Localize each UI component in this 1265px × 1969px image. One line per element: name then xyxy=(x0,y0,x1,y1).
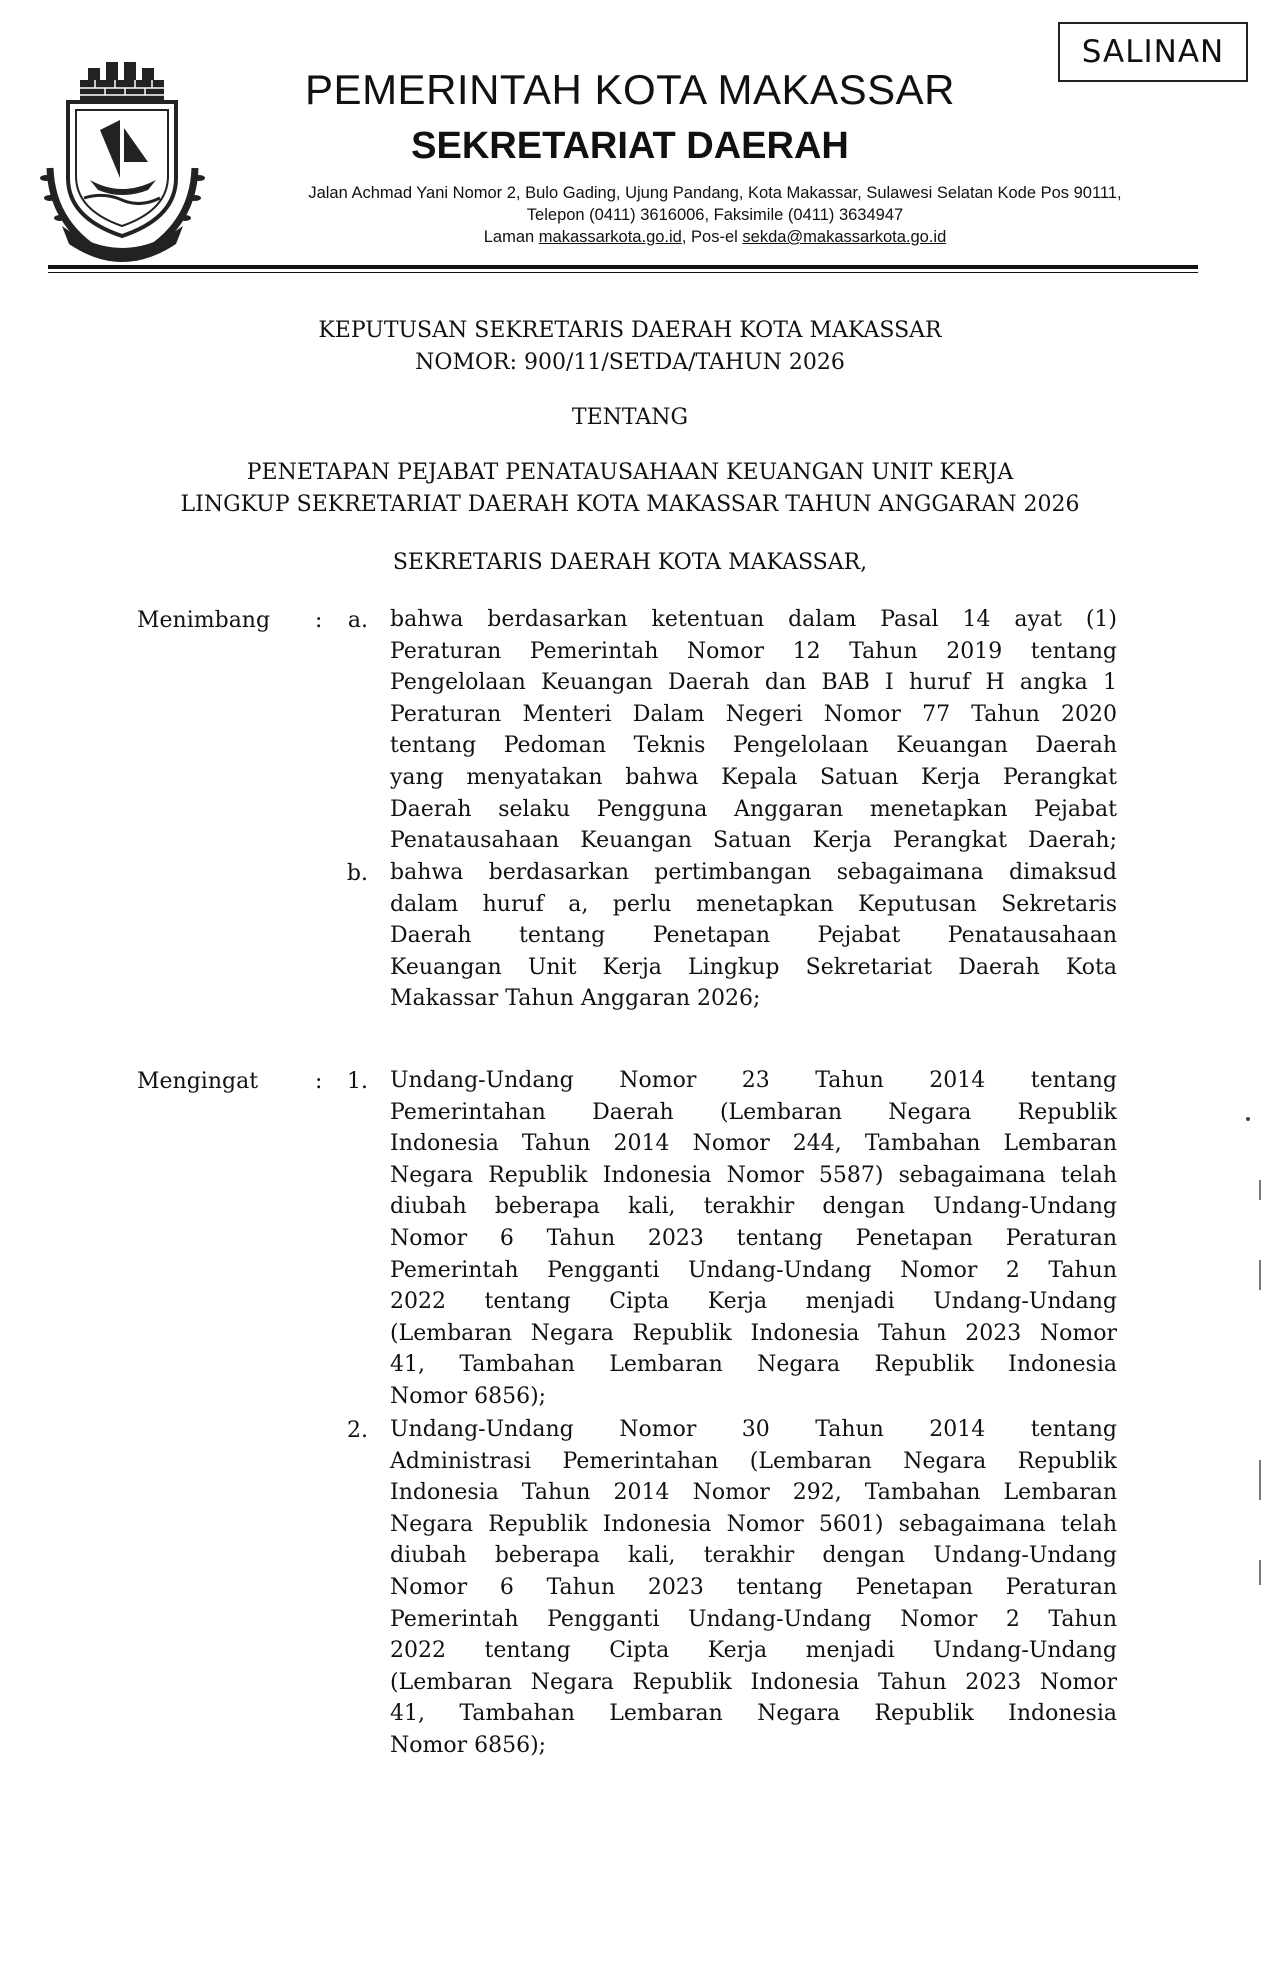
menimbang-colon: : xyxy=(315,608,323,633)
item-marker: a. xyxy=(347,608,368,633)
text-line: Nomor 6 Tahun 2023 tentang Penetapan Peraturan xyxy=(390,1225,1117,1251)
decree-subject-line: LINGKUP SEKRETARIAT DAERAH KOTA MAKASSAR TAHUN ANGGARAN 2026 xyxy=(180,492,1080,517)
decree-number: NOMOR: 900/11/SETDA/TAHUN 2026 xyxy=(415,350,845,375)
text-line: Negara Republik Indonesia Nomor 5587) sebagaimana telah xyxy=(390,1162,1117,1188)
text-line: Undang-Undang Nomor 23 Tahun 2014 tentang xyxy=(390,1068,1117,1093)
phone-fax-line: Telepon (0411) 3616006, Faksimile (0411) 3634947 xyxy=(526,206,904,224)
scan-edge-mark xyxy=(1259,1560,1261,1585)
web-email-line xyxy=(215,228,1215,247)
email-link[interactable]: sekda@makassarkota.go.id xyxy=(742,228,947,246)
text-line: tentang Pedoman Teknis Pengelolaan Keuangan Daerah xyxy=(390,733,1117,759)
decree-authority: SEKRETARIS DAERAH KOTA MAKASSAR, xyxy=(392,550,868,575)
menimbang-item-b xyxy=(390,857,1117,1015)
text-line: Pemerintahan Daerah (Lembaran Negara Republik xyxy=(390,1099,1117,1125)
text-line: Daerah tentang Penetapan Pejabat Penatausahaan xyxy=(390,923,1117,949)
text-line: Peraturan Pemerintah Nomor 12 Tahun 2019 tentang xyxy=(390,638,1117,664)
item-marker: 2. xyxy=(347,1418,368,1443)
item-marker: 1. xyxy=(347,1069,368,1094)
decree-subject-line: PENETAPAN PEJABAT PENATAUSAHAAN KEUANGAN UNIT KERJA xyxy=(246,460,1014,485)
text-line: diubah beberapa kali, terakhir dengan Undang-Undang xyxy=(390,1543,1117,1569)
web-prefix: Laman xyxy=(483,228,539,246)
text-line: diubah beberapa kali, terakhir dengan Undang-Undang xyxy=(390,1194,1117,1220)
menimbang-label: Menimbang xyxy=(137,608,271,633)
decree-about: TENTANG xyxy=(571,405,689,430)
decree-title: KEPUTUSAN SEKRETARIS DAERAH KOTA MAKASSAR xyxy=(318,318,942,343)
text-line: dalam huruf a, perlu menetapkan Keputusan Sekretaris xyxy=(390,891,1117,917)
scan-edge-mark xyxy=(1259,1180,1261,1200)
text-line: Nomor 6856); xyxy=(390,1732,547,1758)
text-line: Pengelolaan Keuangan Daerah dan BAB I huruf H angka 1 xyxy=(390,670,1117,696)
text-line: Administrasi Pemerintahan (Lembaran Negara Republik xyxy=(390,1448,1117,1474)
text-line: Indonesia Tahun 2014 Nomor 292, Tambahan Lembaran xyxy=(390,1480,1117,1506)
scan-speck xyxy=(1246,1117,1250,1121)
mengingat-item-2 xyxy=(390,1414,1117,1762)
text-line: Nomor 6856); xyxy=(390,1383,547,1409)
letterhead-rule-thin xyxy=(48,272,1198,273)
website-link[interactable]: makassarkota.go.id xyxy=(538,228,682,246)
text-line: Pemerintah Pengganti Undang-Undang Nomor 2 Tahun xyxy=(390,1257,1117,1283)
scan-edge-mark xyxy=(1259,1260,1261,1290)
text-line: Nomor 6 Tahun 2023 tentang Penetapan Peraturan xyxy=(390,1574,1117,1600)
letterhead-rule xyxy=(48,265,1198,269)
mengingat-colon: : xyxy=(315,1069,323,1094)
text-line: Peraturan Menteri Dalam Negeri Nomor 77 Tahun 2020 xyxy=(390,701,1117,727)
office-name: SEKRETARIAT DAERAH xyxy=(411,125,849,167)
text-line: Makassar Tahun Anggaran 2026; xyxy=(390,986,761,1012)
salinan-stamp: SALINAN xyxy=(1058,22,1248,82)
menimbang-item-a xyxy=(390,604,1117,857)
text-line: bahwa berdasarkan ketentuan dalam Pasal 14 ayat (1) xyxy=(390,607,1117,632)
text-line: yang menyatakan bahwa Kepala Satuan Kerja Perangkat xyxy=(390,764,1117,790)
text-line: Undang-Undang Nomor 30 Tahun 2014 tentang xyxy=(390,1417,1117,1442)
scan-edge-mark xyxy=(1259,1460,1261,1500)
text-line: Keuangan Unit Kerja Lingkup Sekretariat Daerah Kota xyxy=(390,954,1117,980)
text-line: Penatausahaan Keuangan Satuan Kerja Perangkat Daerah; xyxy=(390,828,1117,854)
text-line: 2022 tentang Cipta Kerja menjadi Undang-Undang xyxy=(390,1289,1117,1315)
item-marker: b. xyxy=(346,861,368,886)
text-line: Daerah selaku Pengguna Anggaran menetapkan Pejabat xyxy=(390,796,1117,822)
text-line: Negara Republik Indonesia Nomor 5601) sebagaimana telah xyxy=(390,1511,1117,1537)
text-line: Indonesia Tahun 2014 Nomor 244, Tambahan Lembaran xyxy=(390,1131,1117,1157)
makassar-city-emblem-icon xyxy=(40,58,205,270)
text-line: 41, Tambahan Lembaran Negara Republik Indonesia xyxy=(390,1701,1117,1727)
text-line: bahwa berdasarkan pertimbangan sebagaimana dimaksud xyxy=(390,860,1117,885)
email-prefix: , Pos-el xyxy=(681,228,743,246)
mengingat-label: Mengingat xyxy=(137,1069,259,1094)
text-line: Pemerintah Pengganti Undang-Undang Nomor 2 Tahun xyxy=(390,1606,1117,1632)
address-line: Jalan Achmad Yani Nomor 2, Bulo Gading, Ujung Pandang, Kota Makassar, Sulawesi Selatan Kode Pos 90111, xyxy=(308,184,1122,202)
government-name: PEMERINTAH KOTA MAKASSAR xyxy=(305,66,955,113)
text-line: 2022 tentang Cipta Kerja menjadi Undang-Undang xyxy=(390,1638,1117,1664)
text-line: (Lembaran Negara Republik Indonesia Tahun 2023 Nomor xyxy=(390,1320,1117,1346)
text-line: (Lembaran Negara Republik Indonesia Tahun 2023 Nomor xyxy=(390,1669,1117,1695)
mengingat-item-1 xyxy=(390,1065,1117,1413)
text-line: 41, Tambahan Lembaran Negara Republik Indonesia xyxy=(390,1352,1117,1378)
